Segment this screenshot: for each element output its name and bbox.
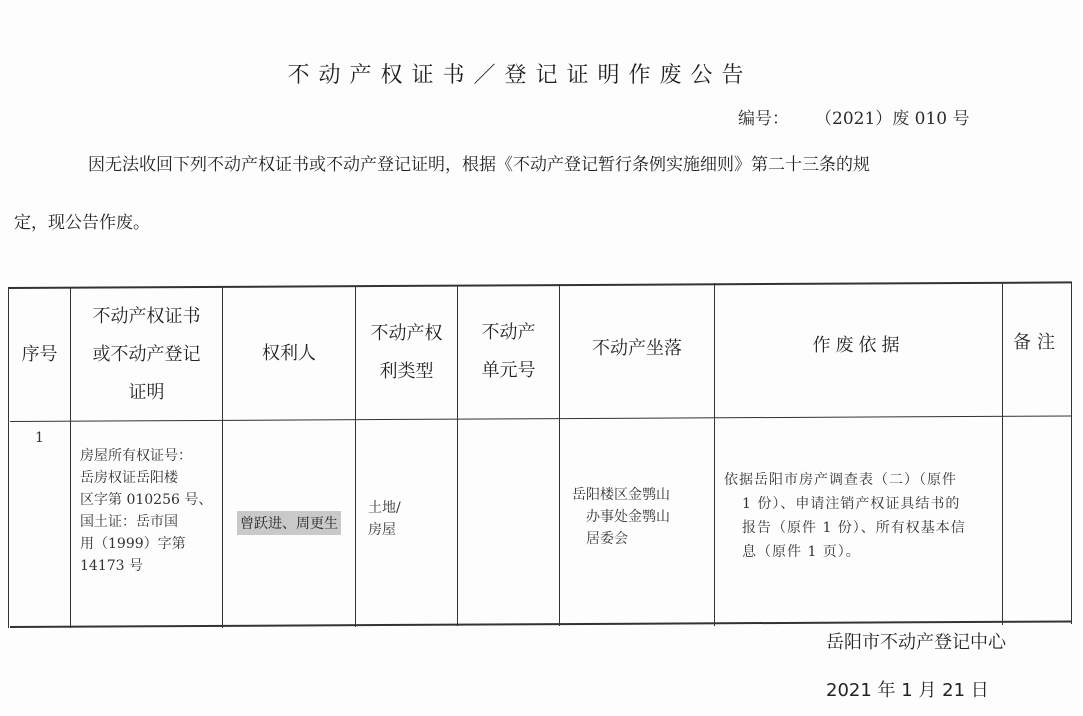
- row-certificate-line4: 国土证：岳市国: [80, 514, 178, 530]
- row-location: [572, 484, 712, 554]
- row-seq-text: 1: [35, 430, 44, 446]
- header-holder-text: 权利人: [262, 342, 316, 364]
- header-location-text: 不动产坐落: [592, 338, 682, 359]
- row-remark: [1003, 420, 1071, 620]
- header-seq: [9, 288, 70, 421]
- row-seq: [9, 426, 70, 450]
- row-basis-line2: 1 份）、申请注销产权证具结书的: [742, 496, 961, 512]
- header-unit-number-line2: 单元号: [481, 359, 536, 381]
- header-right-type-line1: 不动产权: [370, 322, 443, 344]
- document-number-label: 编号：: [738, 109, 789, 129]
- header-basis-text: 作废依据: [812, 335, 905, 356]
- header-certificate: [71, 288, 222, 421]
- header-certificate-line1: 不动产权证书: [92, 305, 201, 327]
- header-right-type: [356, 286, 457, 419]
- row-basis: [724, 468, 999, 564]
- header-unit-number: [458, 285, 559, 418]
- row-certificate: [80, 445, 220, 585]
- header-right-type-line2: 利类型: [379, 360, 434, 382]
- body-paragraph-line2: 定，现公告作废。: [14, 213, 150, 233]
- row-location-line1: 岳阳楼区金鹗山: [572, 487, 670, 503]
- row-right-type-line2: 房屋: [368, 522, 396, 538]
- row-basis-line1: 依据岳阳市房产调查表（二）（原件: [724, 472, 957, 488]
- header-remark: [1003, 282, 1071, 404]
- row-basis-line4: 息（原件 1 页）。: [742, 544, 861, 560]
- row-certificate-line6: 14173 号: [80, 558, 143, 574]
- header-seq-text: 序号: [21, 343, 58, 365]
- row-unit-number: [458, 430, 559, 620]
- table-border-bottom: [10, 620, 1072, 628]
- row-holder-text: 曾跃进、周更生: [237, 511, 341, 535]
- row-certificate-line3: 区字第 010256 号、: [80, 492, 213, 508]
- table-col-line: [1071, 282, 1072, 624]
- row-location-line3: 居委会: [586, 531, 628, 547]
- header-remark-text: 备注: [1013, 332, 1061, 353]
- document-number-value: （2021）废 010 号: [815, 109, 970, 129]
- document-number: [738, 104, 970, 129]
- row-certificate-line1: 房屋所有权证号：: [80, 448, 192, 464]
- issue-date: 2021 年 1 月 21 日: [826, 680, 989, 701]
- row-basis-line3: 报告（原件 1 份）、所有权基本信: [742, 520, 966, 536]
- header-holder: [223, 287, 355, 420]
- header-basis: [715, 283, 1002, 409]
- header-certificate-line2: 或不动产登记: [92, 343, 201, 365]
- announcement-title: 不动产权证书／登记证明作废公告: [287, 63, 753, 88]
- row-location-line2: 办事处金鹗山: [586, 509, 670, 525]
- row-certificate-line2: 岳房权证岳阳楼: [80, 470, 178, 486]
- row-holder: [223, 508, 355, 538]
- row-certificate-line5: 用（1999）字第: [80, 536, 186, 552]
- header-certificate-line3: 证明: [128, 381, 165, 403]
- header-location: [560, 284, 714, 414]
- row-right-type-line1: 土地/: [368, 500, 401, 516]
- row-right-type: [368, 497, 448, 547]
- header-unit-number-line1: 不动产: [481, 321, 536, 343]
- body-paragraph-line1: 因无法收回下列不动产权证书或不动产登记证明，根据《不动产登记暂行条例实施细则》第二十三条的规: [88, 155, 870, 175]
- issuing-office: 岳阳市不动产登记中心: [826, 632, 1006, 653]
